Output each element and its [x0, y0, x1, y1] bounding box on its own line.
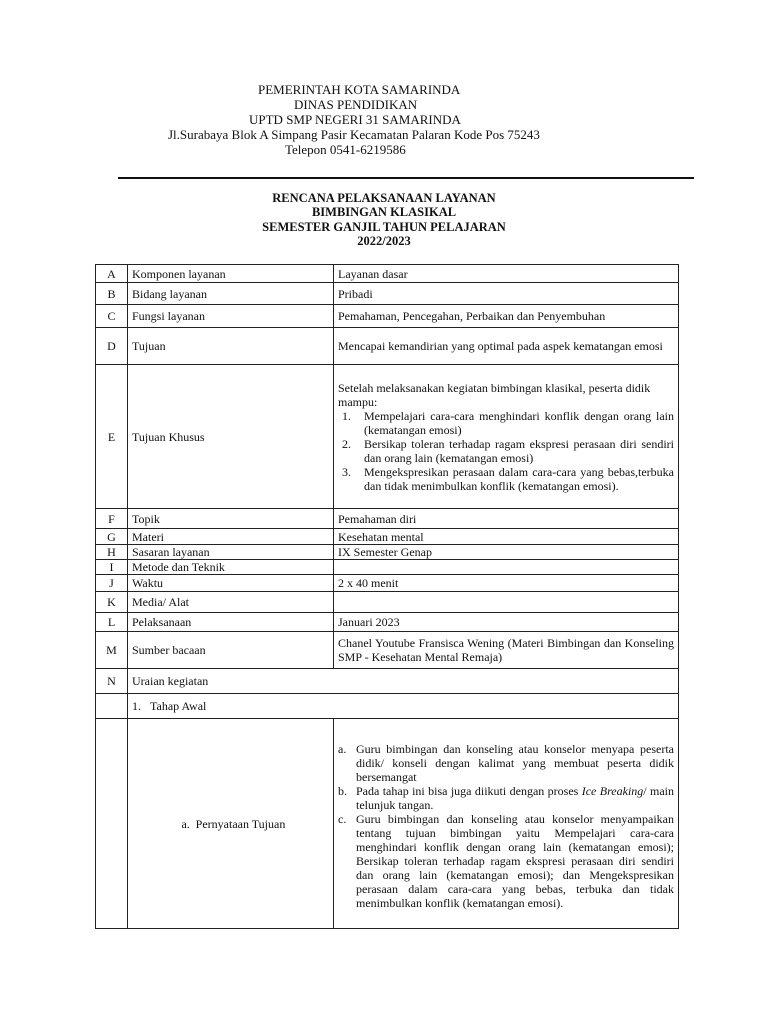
- row-label: Metode dan Teknik: [128, 560, 334, 575]
- row-label: Pelaksanaan: [128, 613, 334, 632]
- row-value: Chanel Youtube Fransisca Wening (Materi Bimbingan dan Konseling SMP - Kesehatan Mental Remaja): [334, 632, 679, 669]
- row-value: [334, 560, 679, 575]
- letterhead: [0, 82, 768, 162]
- document-title-1: RENCANA PELAKSANAAN LAYANAN: [272, 191, 496, 205]
- step-tahap-awal: 1. Tahap Awal: [128, 694, 679, 719]
- row-label: Topik: [128, 509, 334, 529]
- table-row: [96, 265, 679, 283]
- row-value: Kesehatan mental: [334, 529, 679, 545]
- list-item: b. Pada tahap ini bisa juga diikuti dengan proses Ice Breaking/ main telunjuk tangan.: [338, 783, 674, 812]
- row-value: [334, 592, 679, 613]
- row-code: N: [96, 669, 128, 694]
- row-code: K: [96, 592, 128, 613]
- row-label: Fungsi layanan: [128, 305, 334, 328]
- tujuan-khusus-list: [338, 409, 674, 493]
- table-row: [96, 529, 679, 545]
- row-label: Bidang layanan: [128, 283, 334, 305]
- row-value: Januari 2023: [334, 613, 679, 632]
- table-row: [96, 669, 679, 694]
- document-title-2: BIMBINGAN KLASIKAL: [311, 205, 457, 219]
- row-label: Media/ Alat: [128, 592, 334, 613]
- letterhead-office: DINAS PENDIDIKAN: [294, 97, 418, 112]
- row-value: IX Semester Genap: [334, 545, 679, 560]
- letterhead-government: PEMERINTAH KOTA SAMARINDA: [258, 82, 461, 97]
- pernyataan-tujuan-label: a. Pernyataan Tujuan: [128, 719, 334, 929]
- row-value: Pemahaman, Pencegahan, Perbaikan dan Penyembuhan: [334, 305, 679, 328]
- table-row: [96, 545, 679, 560]
- list-item: 1. Mempelajari cara-cara menghindari konflik dengan orang lain (kematangan emosi): [342, 408, 674, 437]
- list-item: c. Guru bimbingan dan konseling atau konselor menyampaikan tentang tujuan bimbingan yaitu Mempelajari cara-cara menghindari konflik dengan orang lain (kematangan emosi); Bersikap toleran terhadap ragam ekspresi perasaan diri sendiri dan orang lain (kematangan emosi); dan Mengekspresikan perasaan dalam cara-cara yang bebas, terbuka dan tidak menimbulkan konflik (kematangan emosi).: [338, 811, 674, 910]
- pernyataan-tujuan-content: [334, 719, 679, 929]
- row-label: Tujuan Khusus: [128, 365, 334, 509]
- list-item: 3. Mengekspresikan perasaan dalam cara-cara yang bebas,terbuka dan tidak menimbulkan konflik (kematangan emosi).: [342, 464, 674, 493]
- row-value: Pemahaman diri: [334, 509, 679, 529]
- row-label: Sasaran layanan: [128, 545, 334, 560]
- row-code: C: [96, 305, 128, 328]
- table-row: [96, 575, 679, 592]
- table-row: [96, 305, 679, 328]
- row-code: I: [96, 560, 128, 575]
- row-code: B: [96, 283, 128, 305]
- row-value: Mencapai kemandirian yang optimal pada aspek kematangan emosi: [334, 328, 679, 365]
- plan-table: [95, 264, 679, 929]
- document-title-3: SEMESTER GANJIL TAHUN PELAJARAN: [262, 220, 506, 234]
- document-title-4: 2022/2023: [357, 234, 411, 248]
- row-label: Waktu: [128, 575, 334, 592]
- row-value: [334, 365, 679, 509]
- letterhead-address: Jl.Surabaya Blok A Simpang Pasir Kecamatan Palaran Kode Pos 75243: [168, 127, 540, 142]
- table-row: [96, 283, 679, 305]
- row-value: 2 x 40 menit: [334, 575, 679, 592]
- row-label: Materi: [128, 529, 334, 545]
- row-code: D: [96, 328, 128, 365]
- row-code: E: [96, 365, 128, 509]
- row-code: G: [96, 529, 128, 545]
- row-code: L: [96, 613, 128, 632]
- table-row: [96, 328, 679, 365]
- table-row: [96, 365, 679, 509]
- letterhead-school: UPTD SMP NEGERI 31 SAMARINDA: [249, 112, 461, 127]
- row-code: H: [96, 545, 128, 560]
- row-value: Pribadi: [334, 283, 679, 305]
- row-label: Uraian kegiatan: [128, 669, 679, 694]
- table-row: [96, 632, 679, 669]
- row-code: J: [96, 575, 128, 592]
- list-item: 2. Bersikap toleran terhadap ragam ekspresi perasaan diri sendiri dan orang lain (kematangan emosi): [342, 436, 674, 465]
- row-code: M: [96, 632, 128, 669]
- row-value: Layanan dasar: [334, 265, 679, 283]
- row-label: Komponen layanan: [128, 265, 334, 283]
- table-row: [96, 613, 679, 632]
- row-code: A: [96, 265, 128, 283]
- list-item: a. Guru bimbingan dan konseling atau konselor menyapa peserta didik/ konseli dengan kalimat yang membuat peserta didik bersemangat: [338, 741, 674, 784]
- table-row: [96, 592, 679, 613]
- row-label: Tujuan: [128, 328, 334, 365]
- letterhead-divider: [118, 177, 694, 179]
- table-row: [96, 719, 679, 929]
- table-row: [96, 560, 679, 575]
- row-label: Sumber bacaan: [128, 632, 334, 669]
- table-row: [96, 509, 679, 529]
- table-row: [96, 694, 679, 719]
- tujuan-khusus-intro: Setelah melaksanakan kegiatan bimbingan klasikal, peserta didik mampu:: [338, 380, 651, 409]
- letterhead-phone: Telepon 0541-6219586: [285, 142, 406, 157]
- row-code: F: [96, 509, 128, 529]
